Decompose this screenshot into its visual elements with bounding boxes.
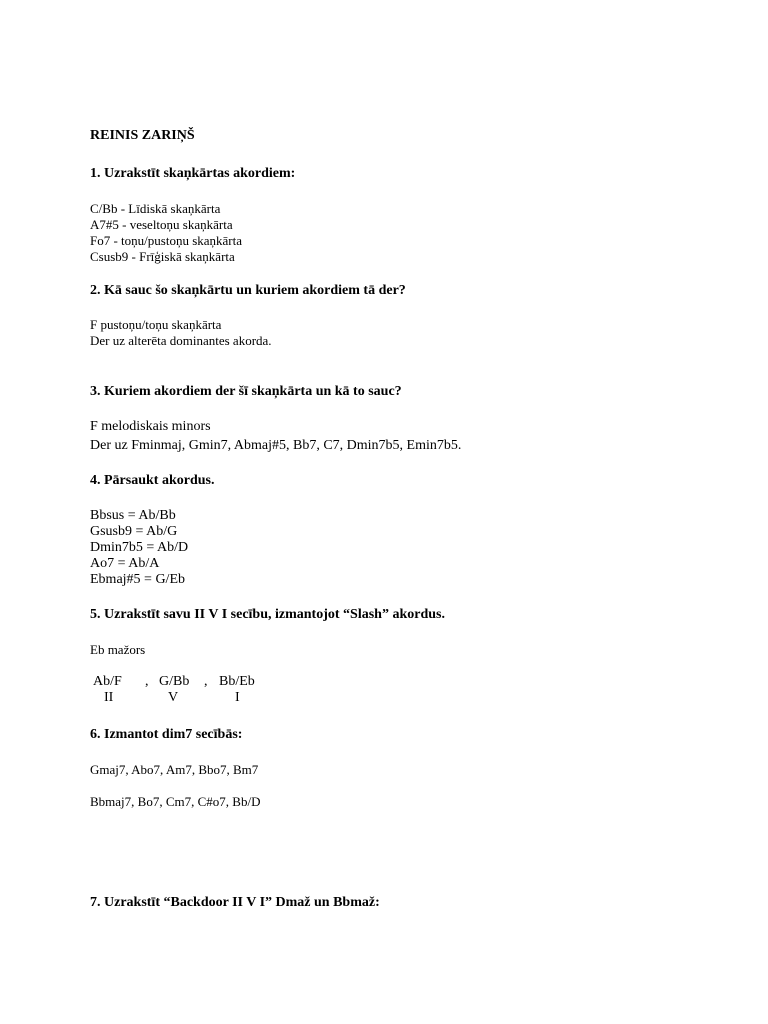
- question-7-heading: 7. Uzrakstīt “Backdoor II V I” Dmaž un Bbmaž:: [90, 895, 380, 910]
- q1-answer-line: C/Bb - Līdiskā skaņkārta: [90, 201, 221, 216]
- q2-answer-line: Der uz alterēta dominantes akorda.: [90, 333, 272, 348]
- q1-answer-line: Fo7 - toņu/pustoņu skaņkārta: [90, 233, 243, 248]
- q5-chord: G/Bb: [159, 674, 190, 689]
- q4-answer-line: Ebmaj#5 = G/Eb: [90, 572, 185, 587]
- q4-answer-line: Bbsus = Ab/Bb: [90, 508, 176, 523]
- q5-key: Eb mažors: [90, 642, 146, 657]
- q3-answer-line: Der uz Fminmaj, Gmin7, Abmaj#5, Bb7, C7, Dmin7b5, Emin7b5.: [90, 438, 462, 453]
- q6-answer-line: Gmaj7, Abo7, Am7, Bbo7, Bm7: [90, 762, 259, 777]
- q1-answer-line: A7#5 - veseltoņu skaņkārta: [90, 217, 233, 232]
- question-6-heading: 6. Izmantot dim7 secībās:: [90, 727, 243, 742]
- author-name: REINIS ZARIŅŠ: [90, 128, 195, 143]
- q2-answer-line: F pustoņu/toņu skaņkārta: [90, 317, 222, 332]
- q5-degree: II: [104, 690, 114, 705]
- question-3-heading: 3. Kuriem akordiem der šī skaņkārta un kā to sauc?: [90, 384, 402, 399]
- q5-degree: V: [168, 690, 179, 705]
- q4-answer-line: Ao7 = Ab/A: [90, 556, 160, 571]
- question-2-heading: 2. Kā sauc šo skaņkārtu un kuriem akordiem tā der?: [90, 283, 406, 298]
- q1-answer-line: Csusb9 - Frīģiskā skaņkārta: [90, 249, 235, 264]
- q5-chord-separator: ,: [204, 674, 208, 689]
- question-5-heading: 5. Uzrakstīt savu II V I secību, izmantojot “Slash” akordus.: [90, 607, 445, 622]
- question-1-heading: 1. Uzrakstīt skaņkārtas akordiem:: [90, 166, 296, 181]
- q4-answer-line: Gsusb9 = Ab/G: [90, 524, 178, 539]
- q5-chord-separator: ,: [145, 674, 149, 689]
- q6-answer-line: Bbmaj7, Bo7, Cm7, C#o7, Bb/D: [90, 794, 261, 809]
- q4-answer-line: Dmin7b5 = Ab/D: [90, 540, 189, 555]
- q5-chord: Ab/F: [93, 674, 122, 689]
- q3-answer-line: F melodiskais minors: [90, 419, 211, 434]
- question-4-heading: 4. Pārsaukt akordus.: [90, 473, 215, 488]
- q5-degree: I: [235, 690, 240, 705]
- q5-chord: Bb/Eb: [219, 674, 255, 689]
